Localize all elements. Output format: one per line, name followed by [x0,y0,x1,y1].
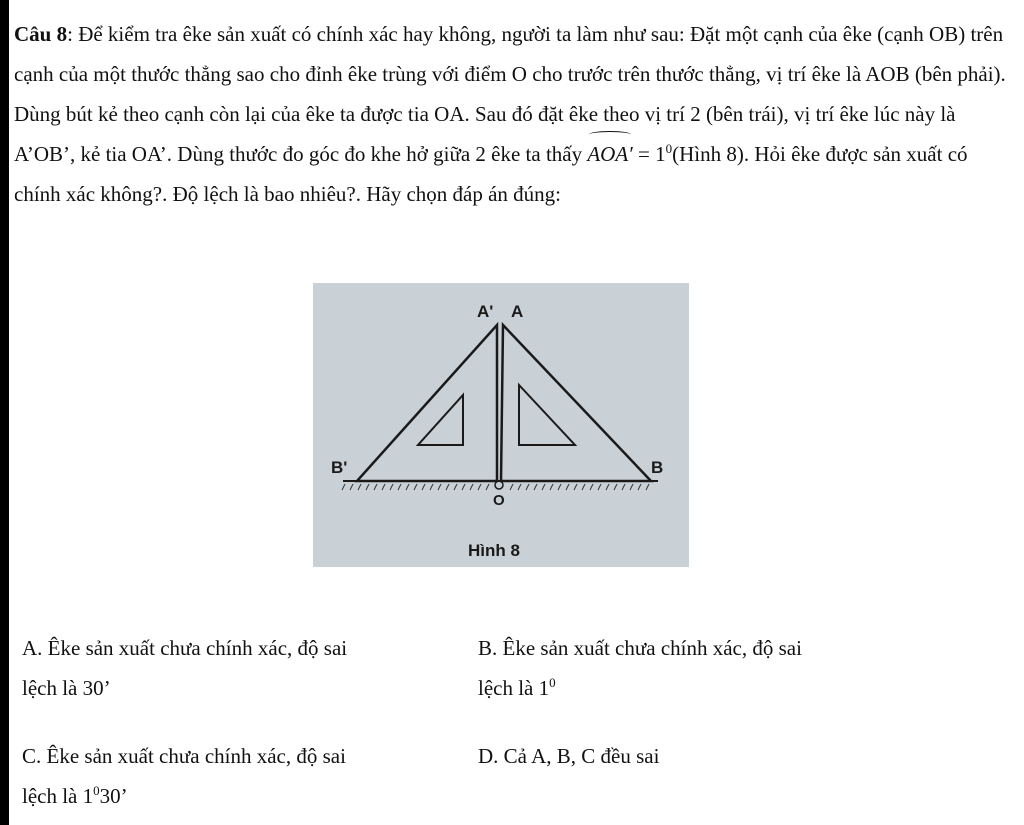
option-b-line-1: B. Êke sản xuất chưa chính xác, độ sai [478,636,802,660]
option-a-line-2: lệch là 30’ [22,676,111,700]
set-square-right [501,325,651,481]
option-c [22,736,462,816]
option-b-degree: 0 [549,675,556,690]
option-c-degree: 0 [93,783,100,798]
question-text-2: (Hình 8). Hỏi êke được sản xuất có chính xác không?. Độ lệch là bao nhiêu?. Hãy chọn đáp án đúng: [14,142,968,206]
option-d-line-1: D. Cả A, B, C đều sai [478,744,660,768]
option-d [478,736,918,776]
set-square-left [357,325,497,481]
angle-degree: 0 [665,141,673,156]
option-c-minutes: 30’ [99,784,128,808]
label-b: B [651,458,664,477]
angle-equation: = 1 [632,142,666,166]
label-b-prime: B' [331,458,348,477]
option-a [22,628,462,708]
option-c-line-2 [22,776,462,816]
vertex-o-mark [495,481,503,489]
angle-name: AOA′ [587,134,632,174]
option-a-line-1: A. Êke sản xuất chưa chính xác, độ sai [22,636,348,660]
figure-8 [313,283,689,567]
option-b-line-2 [478,668,918,708]
question-text-1: : Để kiểm tra êke sản xuất có chính xác hay không, người ta làm như sau: Đặt một cạnh của êke (cạnh OB) trên cạnh của một thước thẳng sao cho đỉnh êke trùng với điểm O cho trước trên thước thẳng, vị trí êke là AOB (bên phải). Dùng bút kẻ theo cạnh còn lại của êke ta được tia OA. Sau đó đặt êke theo vị trí 2 (bên trái), vị trí êke lúc này là A’OB’, kẻ tia OA’. Dùng thước đo góc đo khe hở giữa 2 êke ta thấy [14,22,1006,166]
question-label: Câu 8 [14,22,68,46]
option-c-line-1: C. Êke sản xuất chưa chính xác, độ sai [22,744,346,768]
left-border [0,0,9,825]
set-square-right-inner [519,385,575,445]
label-o: O [493,492,505,509]
figure-caption: Hình 8 [468,541,520,560]
label-a-prime: A' [477,302,494,321]
option-c-text: lệch là 1 [22,784,94,808]
option-b [478,628,918,708]
label-a: A [511,302,524,321]
option-b-text: lệch là 1 [478,676,550,700]
set-square-left-inner [418,395,463,445]
set-square-diagram [313,283,689,567]
question-paragraph [14,14,1014,214]
